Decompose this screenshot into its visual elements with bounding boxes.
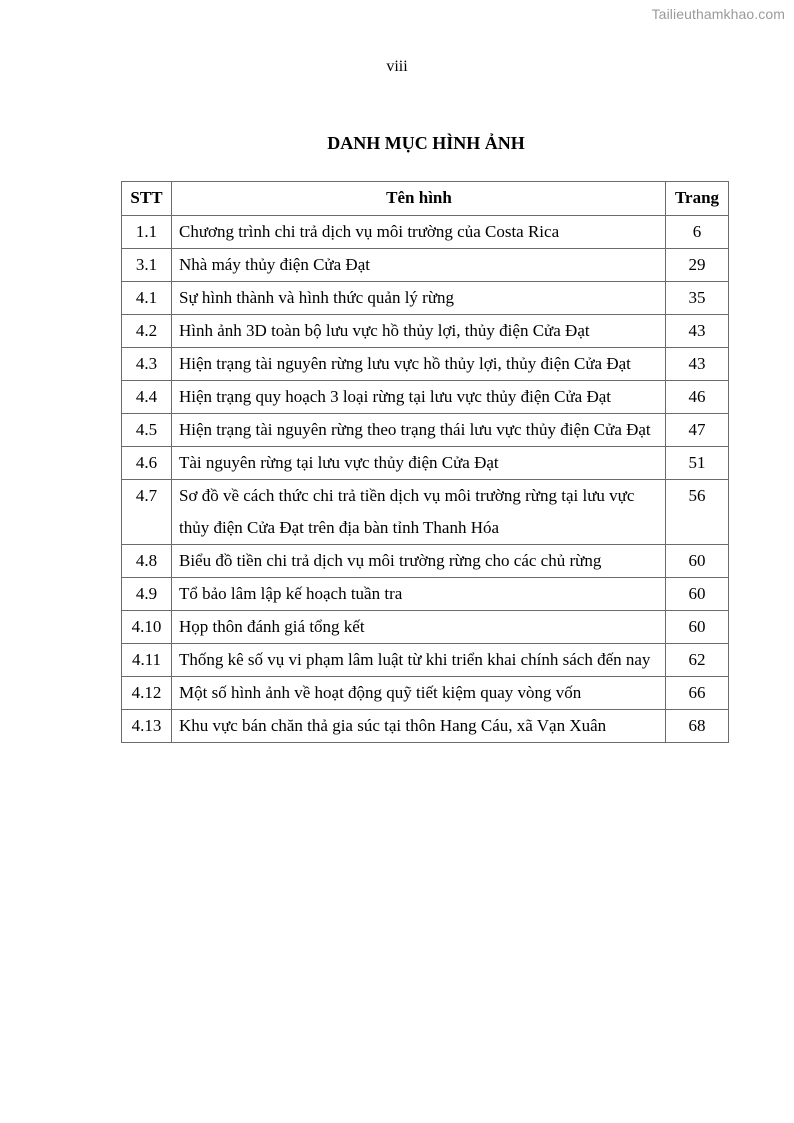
cell-stt: 4.4 bbox=[122, 381, 172, 414]
cell-name: Thống kê số vụ vi phạm lâm luật từ khi triển khai chính sách đến nay bbox=[172, 644, 666, 677]
cell-stt: 4.2 bbox=[122, 315, 172, 348]
header-stt: STT bbox=[122, 182, 172, 216]
watermark: Tailieuthamkhao.com bbox=[651, 6, 785, 22]
cell-page: 60 bbox=[666, 578, 729, 611]
figures-table bbox=[121, 181, 729, 743]
cell-name: Tài nguyên rừng tại lưu vực thủy điện Cửa Đạt bbox=[172, 447, 666, 480]
cell-page: 46 bbox=[666, 381, 729, 414]
cell-stt: 4.8 bbox=[122, 545, 172, 578]
table-row bbox=[122, 644, 729, 677]
cell-page: 51 bbox=[666, 447, 729, 480]
table-row bbox=[122, 414, 729, 447]
table-row bbox=[122, 447, 729, 480]
cell-name: Họp thôn đánh giá tổng kết bbox=[172, 611, 666, 644]
cell-name: Một số hình ảnh về hoạt động quỹ tiết kiệm quay vòng vốn bbox=[172, 677, 666, 710]
cell-stt: 4.13 bbox=[122, 710, 172, 743]
cell-stt: 3.1 bbox=[122, 249, 172, 282]
cell-page: 47 bbox=[666, 414, 729, 447]
cell-name: Nhà máy thủy điện Cửa Đạt bbox=[172, 249, 666, 282]
page-number: viii bbox=[386, 58, 408, 75]
table-header-row bbox=[122, 182, 729, 216]
cell-name: Tổ bảo lâm lập kế hoạch tuần tra bbox=[172, 578, 666, 611]
cell-name: Hiện trạng tài nguyên rừng lưu vực hồ thủy lợi, thủy điện Cửa Đạt bbox=[172, 348, 666, 381]
cell-page: 62 bbox=[666, 644, 729, 677]
cell-stt: 4.5 bbox=[122, 414, 172, 447]
cell-page: 60 bbox=[666, 611, 729, 644]
cell-name: Hiện trạng tài nguyên rừng theo trạng thái lưu vực thủy điện Cửa Đạt bbox=[172, 414, 666, 447]
cell-page: 56 bbox=[666, 480, 729, 545]
cell-name: Sự hình thành và hình thức quản lý rừng bbox=[172, 282, 666, 315]
cell-name: Khu vực bán chăn thả gia súc tại thôn Hang Cáu, xã Vạn Xuân bbox=[172, 710, 666, 743]
table-row bbox=[122, 710, 729, 743]
table-row bbox=[122, 611, 729, 644]
cell-page: 29 bbox=[666, 249, 729, 282]
cell-page: 43 bbox=[666, 348, 729, 381]
table-row bbox=[122, 249, 729, 282]
cell-page: 43 bbox=[666, 315, 729, 348]
table-row bbox=[122, 315, 729, 348]
cell-stt: 4.10 bbox=[122, 611, 172, 644]
cell-page: 35 bbox=[666, 282, 729, 315]
cell-page: 60 bbox=[666, 545, 729, 578]
cell-page: 68 bbox=[666, 710, 729, 743]
cell-stt: 4.6 bbox=[122, 447, 172, 480]
page-title: DANH MỤC HÌNH ẢNH bbox=[327, 133, 525, 153]
header-page: Trang bbox=[666, 182, 729, 216]
table-row bbox=[122, 282, 729, 315]
cell-name: Chương trình chi trả dịch vụ môi trường của Costa Rica bbox=[172, 216, 666, 249]
table-row bbox=[122, 578, 729, 611]
table-row bbox=[122, 480, 729, 545]
table-row bbox=[122, 677, 729, 710]
cell-stt: 4.7 bbox=[122, 480, 172, 545]
cell-stt: 4.9 bbox=[122, 578, 172, 611]
cell-stt: 1.1 bbox=[122, 216, 172, 249]
cell-stt: 4.12 bbox=[122, 677, 172, 710]
cell-stt: 4.1 bbox=[122, 282, 172, 315]
cell-stt: 4.11 bbox=[122, 644, 172, 677]
table-row bbox=[122, 545, 729, 578]
table-row bbox=[122, 381, 729, 414]
table-row bbox=[122, 348, 729, 381]
cell-name: Biểu đồ tiền chi trả dịch vụ môi trường rừng cho các chủ rừng bbox=[172, 545, 666, 578]
cell-page: 6 bbox=[666, 216, 729, 249]
cell-name: Hình ảnh 3D toàn bộ lưu vực hồ thủy lợi, thủy điện Cửa Đạt bbox=[172, 315, 666, 348]
table-row bbox=[122, 216, 729, 249]
cell-name: Hiện trạng quy hoạch 3 loại rừng tại lưu vực thủy điện Cửa Đạt bbox=[172, 381, 666, 414]
header-name: Tên hình bbox=[172, 182, 666, 216]
cell-stt: 4.3 bbox=[122, 348, 172, 381]
cell-page: 66 bbox=[666, 677, 729, 710]
cell-name: Sơ đồ về cách thức chi trả tiền dịch vụ môi trường rừng tại lưu vực thủy điện Cửa Đạt trên địa bàn tỉnh Thanh Hóa bbox=[172, 480, 666, 545]
